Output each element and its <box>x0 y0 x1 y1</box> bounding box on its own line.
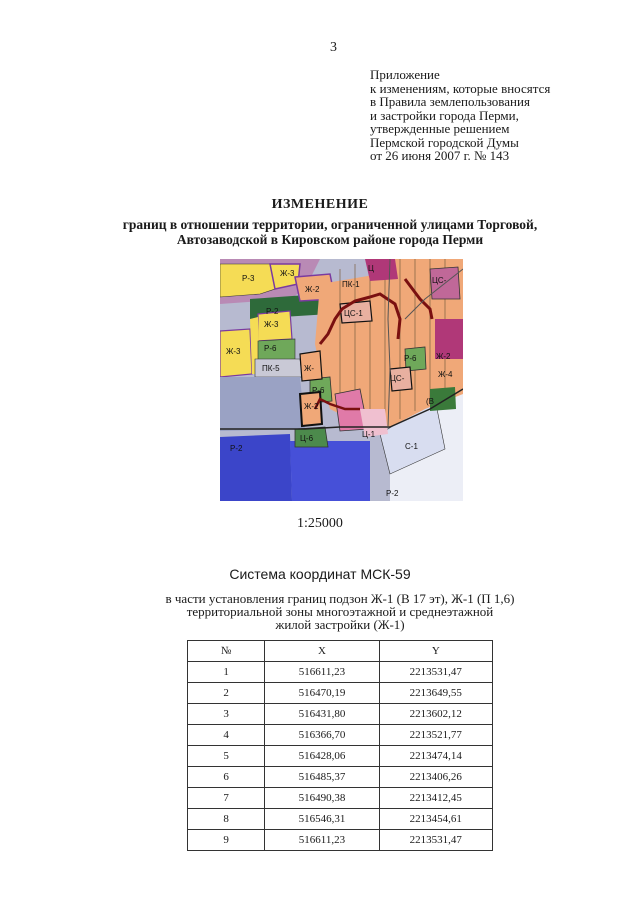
zone-label: Р-2 <box>386 489 399 498</box>
map-scale: 1:25000 <box>297 516 343 531</box>
zone-area <box>220 377 305 431</box>
table-row <box>188 830 493 851</box>
zone-label: Ж-2 <box>304 402 319 411</box>
point-y: 2213531,47 <box>379 830 492 851</box>
table-row <box>188 788 493 809</box>
document-title: ИЗМЕНЕНИЕ <box>271 197 369 212</box>
zone-area <box>290 441 370 501</box>
point-number: 9 <box>188 830 265 851</box>
zone-label: Ж-2 <box>436 352 451 361</box>
appendix-line: от 26 июня 2007 г. № 143 <box>370 148 510 163</box>
zone-label: Ц <box>368 264 374 273</box>
zone-label: ЦС- <box>432 276 447 285</box>
zone-label: ЦС-1 <box>344 309 363 318</box>
appendix-line: утвержденные решением <box>370 121 510 136</box>
zone-label: (В <box>426 397 434 406</box>
zone-label: Ц-1 <box>362 430 376 439</box>
point-x: 516546,31 <box>265 809 379 830</box>
table-row <box>188 704 493 725</box>
table-row <box>188 725 493 746</box>
point-x: 516470,19 <box>265 683 379 704</box>
zone-label: ЦС- <box>390 374 405 383</box>
point-y: 2213474,14 <box>379 746 492 767</box>
subtitle-line: Автозаводской в Кировском районе города Перми <box>176 232 484 247</box>
column-header-y: Y <box>379 641 492 662</box>
appendix-line: и застройки города Перми, <box>370 107 519 123</box>
point-number: 1 <box>188 662 265 683</box>
column-header-x: X <box>265 641 379 662</box>
appendix-line: к изменениям, которые вносятся <box>370 80 551 96</box>
point-y: 2213531,47 <box>379 662 492 683</box>
zone-label: Р-6 <box>312 386 325 395</box>
point-x: 516428,06 <box>265 746 379 767</box>
point-y: 2213602,12 <box>379 704 492 725</box>
zone-label: ПК-5 <box>262 364 280 373</box>
zone-label: Ж-2 <box>305 285 320 294</box>
page-number: 3 <box>330 40 337 55</box>
appendix-line: Пермской городской Думы <box>370 134 519 150</box>
point-y: 2213454,61 <box>379 809 492 830</box>
point-x: 516611,23 <box>265 830 379 851</box>
point-number: 7 <box>188 788 265 809</box>
point-y: 2213649,55 <box>379 683 492 704</box>
zone-label: ПК-1 <box>342 280 360 289</box>
table-row <box>188 767 493 788</box>
point-x: 516431,80 <box>265 704 379 725</box>
description-line: территориальной зоны многоэтажной и среднеэтажной <box>186 604 494 619</box>
description-line: жилой застройки (Ж-1) <box>275 617 405 632</box>
appendix-heading <box>370 68 550 163</box>
zone-label: Ж- <box>304 364 315 373</box>
point-number: 2 <box>188 683 265 704</box>
point-x: 516485,37 <box>265 767 379 788</box>
point-y: 2213521,77 <box>379 725 492 746</box>
point-y: 2213406,26 <box>379 767 492 788</box>
zone-label: Ж-3 <box>264 320 279 329</box>
zone-label: Ц-6 <box>300 434 314 443</box>
point-number: 8 <box>188 809 265 830</box>
coordinate-system: Система координат МСК-59 <box>229 566 411 582</box>
table-row <box>188 809 493 830</box>
table-row <box>188 662 493 683</box>
zone-label: Р-6 <box>264 344 277 353</box>
point-x: 516490,38 <box>265 788 379 809</box>
zone-label: Р-2 <box>266 307 279 316</box>
point-number: 4 <box>188 725 265 746</box>
table-header-row <box>188 641 493 662</box>
point-y: 2213412,45 <box>379 788 492 809</box>
zoning-map-graphic <box>220 259 463 501</box>
zone-label: Ж-3 <box>280 269 295 278</box>
column-header-number: № <box>188 641 265 662</box>
appendix-line: в Правила землепользования <box>370 94 530 109</box>
description-line: в части установления границ подзон Ж-1 (В 17 эт), Ж-1 (П 1,6) <box>165 591 515 606</box>
appendix-line: Приложение <box>370 67 440 82</box>
point-number: 6 <box>188 767 265 788</box>
zone-label: Р-2 <box>230 444 243 453</box>
zone-label: Р-6 <box>404 354 417 363</box>
zone-label: Ж-3 <box>226 347 241 356</box>
zone-description <box>90 592 590 631</box>
subtitle-line: границ в отношении территории, ограниченной улицами Торговой, <box>122 217 538 232</box>
zone-label: Ж-4 <box>438 370 453 379</box>
point-x: 516611,23 <box>265 662 379 683</box>
zoning-map <box>220 259 463 501</box>
point-number: 3 <box>188 704 265 725</box>
table-row <box>188 746 493 767</box>
document-subtitle <box>60 217 600 247</box>
zone-label: С-1 <box>405 442 418 451</box>
coordinates-table <box>187 640 493 851</box>
table-row <box>188 683 493 704</box>
point-x: 516366,70 <box>265 725 379 746</box>
point-number: 5 <box>188 746 265 767</box>
zone-label: Р-3 <box>242 274 255 283</box>
